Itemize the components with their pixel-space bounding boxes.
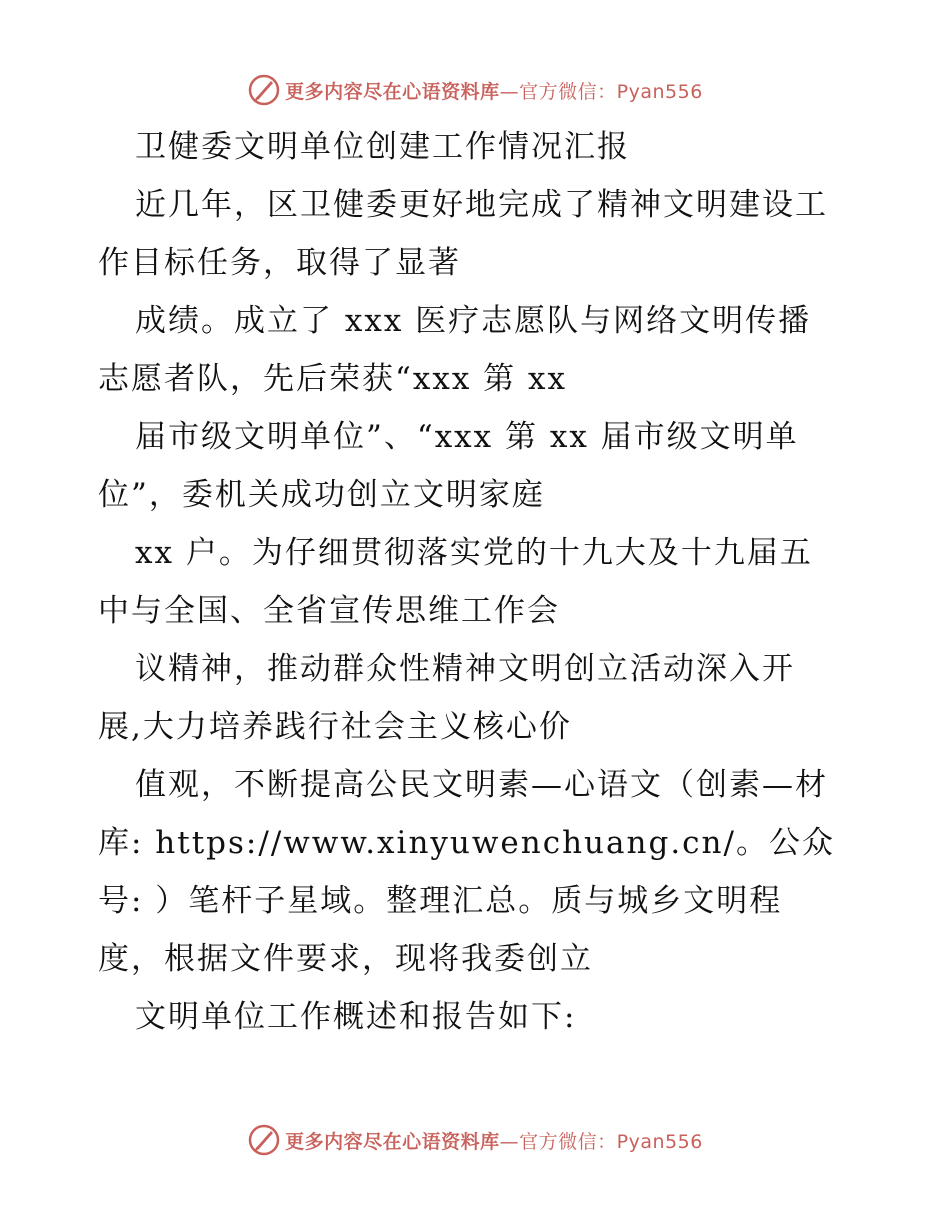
text-line: 中与全国、全省宣传思维工作会 [98,593,560,629]
text-line: 展,大力培养践行社会主义核心价 [98,709,572,745]
watermark-header [0,70,950,110]
watermark-text: 更多内容尽在心语资料库—官方微信：Pyan556 [285,80,703,103]
text-line: 届市级文明单位”、“xxx 第 xx 届市级文明单 [135,419,799,455]
text-line: 号: ）笔杆子星域。整理汇总。质与城乡文明程 [98,883,783,919]
text-line: xx 户。为仔细贯彻落实党的十九大及十九届五 [135,535,813,571]
quill-logo-icon [247,1123,281,1157]
text-line: 位”，委机关成功创立文明家庭 [98,477,545,513]
text-line: 近几年，区卫健委更好地完成了精神文明建设工 [135,187,828,223]
text-line: 志愿者队，先后荣获“xxx 第 xx [98,361,567,397]
watermark-footer [0,1120,950,1160]
document-body [98,118,868,1046]
quill-logo-icon [247,73,281,107]
text-line: 作目标任务，取得了显著 [98,245,461,281]
text-line: 度，根据文件要求，现将我委创立 [98,941,593,977]
document-title: 卫健委文明单位创建工作情况汇报 [135,129,630,165]
text-line: 议精神，推动群众性精神文明创立活动深入开 [135,651,795,687]
text-line: 成绩。成立了 xxx 医疗志愿队与网络文明传播 [135,303,812,339]
watermark-text: 更多内容尽在心语资料库—官方微信：Pyan556 [285,1130,703,1153]
text-line: 值观，不断提高公民文明素—心语文（创素—材 [135,767,828,803]
text-line: 库: https://www.xinyuwenchuang.cn/。公众 [98,825,835,861]
text-line: 文明单位工作概述和报告如下: [135,999,577,1035]
